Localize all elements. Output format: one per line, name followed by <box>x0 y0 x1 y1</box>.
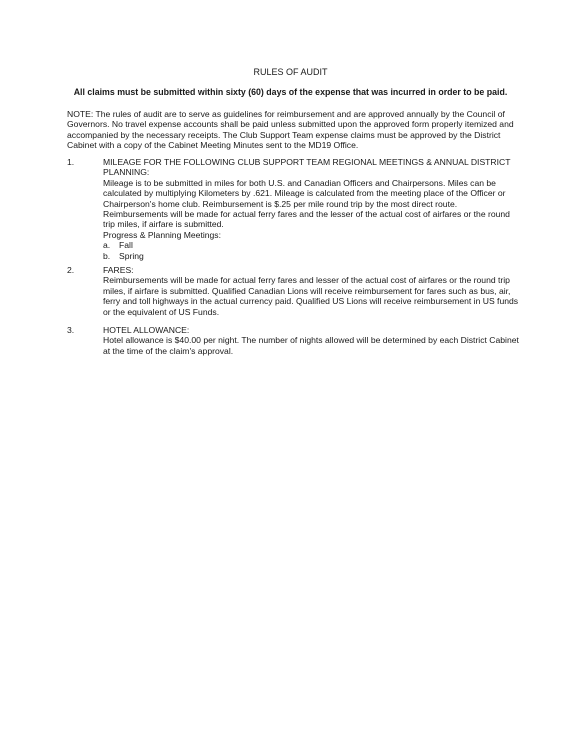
list-item-label: Spring <box>119 250 144 261</box>
note-paragraph: NOTE: The rules of audit are to serve as guidelines for reimbursement and are approved annually by the Council of Governors. No travel expense accounts shall be paid unless submitted upon the approved form properly itemized and accompanied by the necessary receipts. The Club Support Team expense claims must be approved by the District Cabinet with a copy of the Cabinet Meeting Minutes sent to the MD19 Office. <box>67 109 514 151</box>
section-body <box>103 157 523 261</box>
section-number: 2. <box>67 265 75 275</box>
document-title: RULES OF AUDIT <box>253 67 328 77</box>
section-body <box>103 265 523 317</box>
list-heading: Progress & Planning Meetings: <box>103 229 221 240</box>
list-item-label: Fall <box>119 240 133 251</box>
section-heading: FARES: <box>103 265 134 275</box>
list-item-letter: a. <box>103 240 111 251</box>
list-item <box>103 240 523 250</box>
list-item-letter: b. <box>103 250 111 261</box>
submission-deadline-notice: All claims must be submitted within sixty (60) days of the expense that was incurred in order to be paid. <box>73 87 508 97</box>
section-heading: HOTEL ALLOWANCE: <box>103 325 190 335</box>
section-number: 1. <box>67 157 75 167</box>
section-text: Hotel allowance is $40.00 per night. The number of nights allowed will be determined by each District Cabinet at the time of the claim's approval. <box>103 335 519 356</box>
section-text: Reimbursements will be made for actual ferry fares and lesser of the actual cost of airfares or the round trip miles, if airfare is submitted. Qualified Canadian Lions will receive reimbursement for fares such as bus, air, ferry and toll highways in the actual currency paid. Qualified US Lions will receive reimbursement in US funds or the equivalent of US Funds. <box>103 275 519 317</box>
list-item <box>103 251 523 261</box>
section-text: Mileage is to be submitted in miles for both U.S. and Canadian Officers and Chairpersons. Miles can be calculated by multiplying Kilometers by .621. Mileage is calculated from the meeting place of the Officer or Chairperson's home club. Reimbursement is $.25 per mile round trip by the most direct route. Reimbursements will be made for actual ferry fares and the lesser of the actual cost of airfares or the round trip miles, if airfare is submitted. <box>103 177 510 230</box>
section-number: 3. <box>67 325 75 335</box>
section-body <box>103 325 523 356</box>
section-heading: MILEAGE FOR THE FOLLOWING CLUB SUPPORT TEAM REGIONAL MEETINGS & ANNUAL DISTRICT PLANNING: <box>103 157 511 178</box>
